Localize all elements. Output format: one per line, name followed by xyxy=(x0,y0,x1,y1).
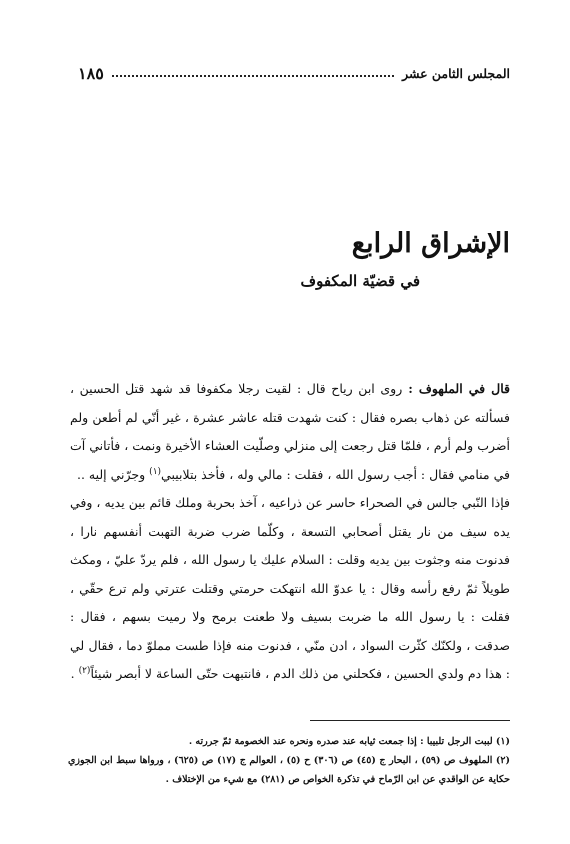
paragraph-1 xyxy=(70,375,510,489)
paragraph-lead: قال في الملهوف : xyxy=(402,381,510,396)
paragraph-text: فإذا النّبي جالس في الصحراء حاسر عن ذراعيه ، آخذ بحربة وملك قائم بين يديه ، وفي يده سيف من نار يقتل أصحابي التسعة ، وكلّما ضرب ضربة التهبت أنفسهم نارا ، فدنوت منه وجثوت بين يديه وقلت : السلام عليك يا رسول الله ، فلم يردّ عليّ ، ومكث طويلاً ثمّ رفع رأسه وقال : يا عدوّ الله انتهكت حرمتي وقتلت عترتي ولم ترع حقّي ، فقلت : يا رسول الله ما ضربت بسيف ولا طعنت برمح ولا رميت بسهم ، فقال : صدقت ، ولكنّك كثّرت السواد ، ادن منّي ، فدنوت منه فإذا طست مملوّ دما ، فقال لي : هذا دم ولدي الحسين ، فكحلني من ذلك الدم ، فانتبهت حتّى الساعة لا أبصر شيئاً xyxy=(70,495,510,681)
chapter-title: الإشراق الرابع xyxy=(351,228,510,259)
header-title: المجلس الثامن عشر xyxy=(402,66,510,81)
footnote-2: (٢) الملهوف ص (٥٩) ، البحار ج (٤٥) ص (٣٠٦) ح (٥) ، العوالم ج (١٧) ص (٦٢٥) ، ورواها سبط ابن الجوزي حكاية عن الواقدي عن ابن الرّماح في تذكرة الخواص ص (٢٨١) مع شيء من الإختلاف . xyxy=(68,755,511,785)
footnote-marker: (٢) xyxy=(78,665,91,676)
paragraph-tail: . xyxy=(70,666,79,681)
page-number: ١٨٥ xyxy=(78,64,104,83)
footnotes xyxy=(68,732,510,789)
footnote-1: (١) لببت الرجل تلبيبا : إذا جمعت ثيابه عند صدره ونحره عند الخصومة ثمّ جررته . xyxy=(188,736,510,747)
paragraph-text: روى ابن رياح قال : لقيت رجلا مكفوفا قد شهد قتل الحسين ، فسألته عن ذهاب بصره فقال : كنت شهدت قتله عاشر عشرة ، غير أنّي لم أطعن ولم أضرب ولم أرم ، فلمّا قتل رجعت إلى منزلي وصلّيت العشاء الأخيرة ونمت ، فأتاني آت في منامي فقال : أجب رسول الله ، فقلت : مالي وله ، فأخذ بتلابيبي xyxy=(70,381,510,482)
paragraph-tail: وجرّني إليه .. xyxy=(76,466,150,482)
footnote-marker: (١) xyxy=(149,466,162,477)
running-header xyxy=(78,64,510,83)
body-text xyxy=(70,375,510,689)
paragraph-2 xyxy=(70,489,510,689)
header-dotted-leader xyxy=(112,75,394,77)
footnote-separator xyxy=(310,720,510,721)
chapter-subtitle: في قضيّة المكفوف xyxy=(300,272,420,290)
